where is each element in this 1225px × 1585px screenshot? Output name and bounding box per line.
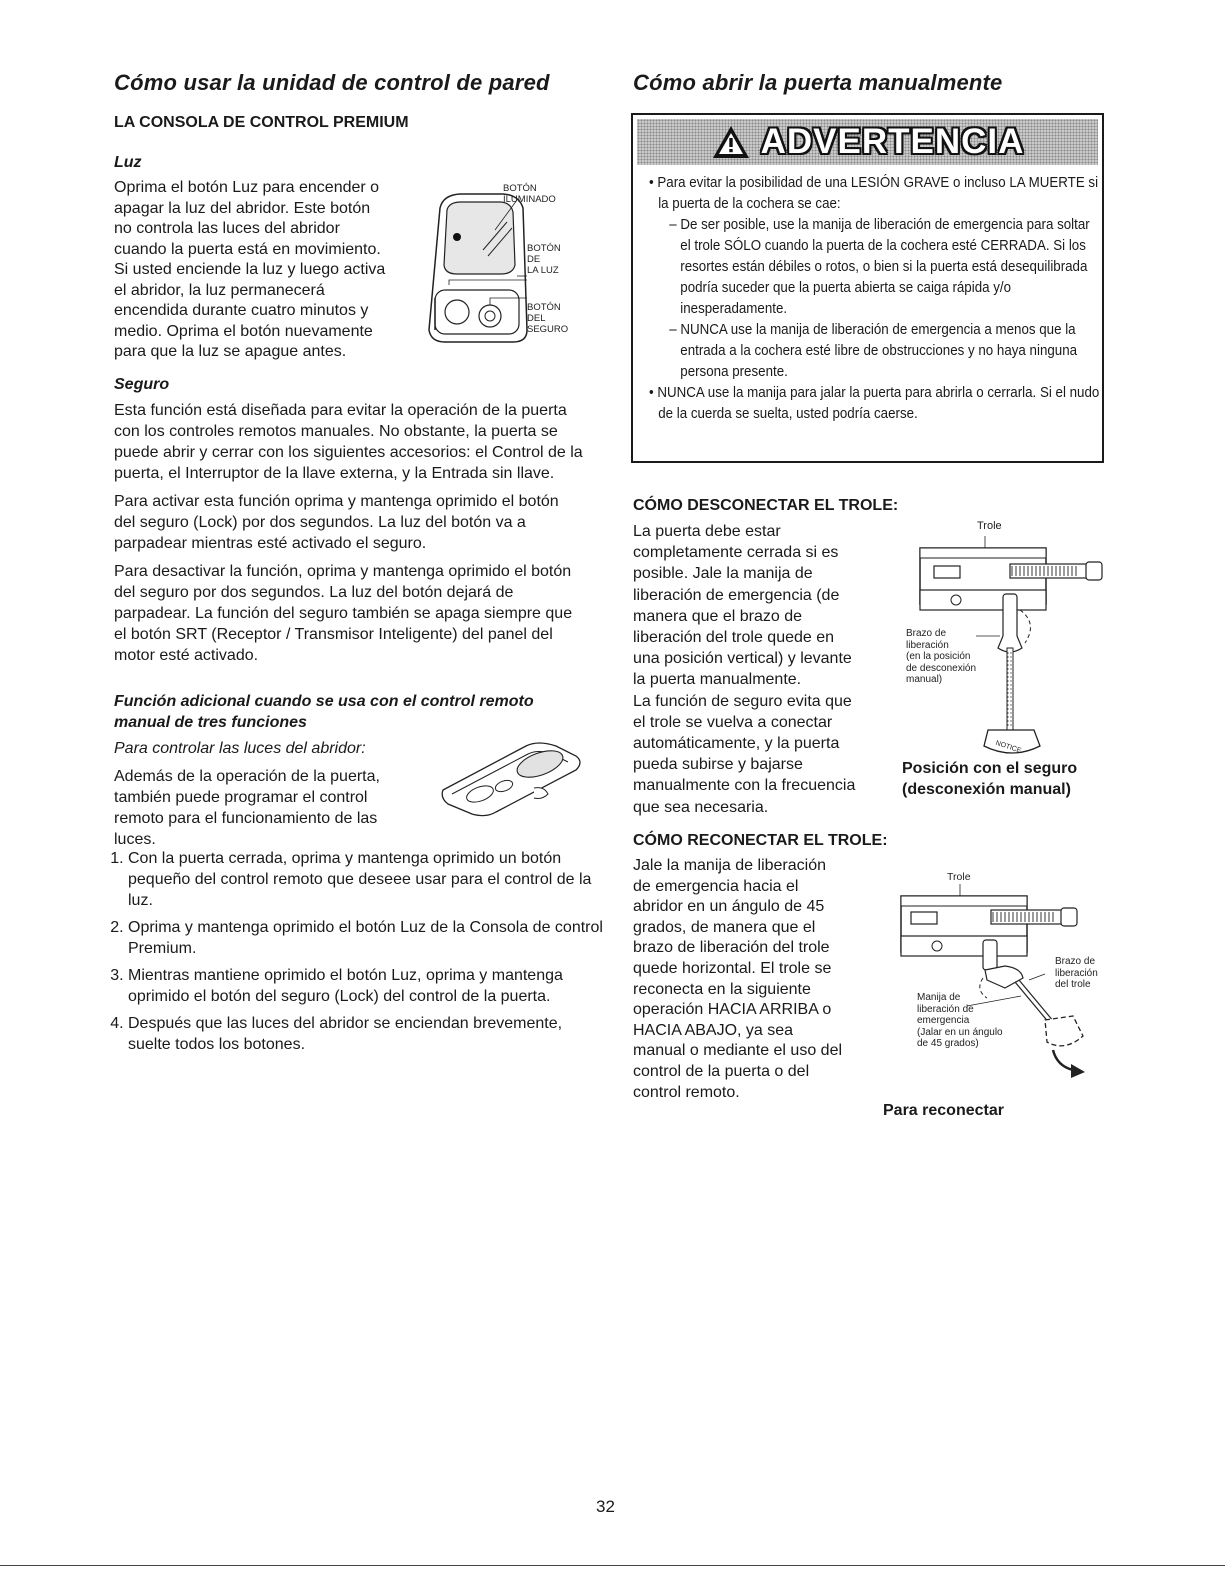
- console-subtitle: LA CONSOLA DE CONTROL PREMIUM: [114, 114, 409, 131]
- text-line: que sea necesaria.: [633, 798, 769, 816]
- seguro-heading: Seguro: [114, 376, 170, 393]
- disconnect-heading: CÓMO DESCONECTAR EL TROLE:: [633, 497, 899, 514]
- text-line: liberación del trole quede en: [633, 629, 835, 647]
- lock-button-label: BOTÓN DEL SEGURO: [527, 302, 569, 335]
- text-line: quede horizontal. El trole se: [633, 959, 832, 977]
- text-line: luces.: [114, 831, 156, 848]
- text-line: operación HACIA ARRIBA o: [633, 1001, 832, 1019]
- text-line: manual o mediante el uso del: [633, 1042, 843, 1060]
- right-section-title: Cómo abrir la puerta manualmente: [633, 70, 1003, 95]
- text-line: manualmente con la frecuencia: [633, 777, 856, 795]
- text-line: control remoto.: [633, 1083, 740, 1101]
- remote-control-illustration: [438, 738, 588, 823]
- seguro-paragraph-2: Para activar esta función oprima y mantenga oprimido el botón del seguro (Lock) por dos segundos. La luz del botón va a parpadear mientras esté activado el seguro.: [114, 493, 559, 552]
- warning-word: ADVERTENCIA: [760, 122, 1025, 161]
- trolley-arm-label: Brazo de liberación del trole: [1055, 956, 1098, 990]
- disconnect-caption: Posición con el seguro (desconexión manual): [902, 760, 1078, 798]
- list-item: 4. Después que las luces del abridor se enciendan brevemente, suelte todos los botones.: [128, 1013, 606, 1055]
- text-line: control de la puerta o del: [633, 1062, 810, 1080]
- page-number: 32: [596, 1497, 615, 1516]
- text-line: automáticamente, y la puerta: [633, 735, 840, 753]
- list-item: 3. Mientras mantiene oprimido el botón Luz, oprima y mantenga oprimido el botón del seguro (Lock) del control de la puerta.: [128, 965, 606, 1007]
- funcion-heading: Función adicional cuando se usa con el control remoto manual de tres funciones: [114, 693, 534, 731]
- text-line: brazo de liberación del trole: [633, 939, 830, 957]
- warning-header: [637, 119, 1098, 165]
- wall-console-figure: [415, 180, 585, 350]
- text-line: para que la luz se apague antes.: [114, 343, 347, 360]
- text-line: Jale la manija de liberación: [633, 857, 826, 874]
- seguro-paragraph-1: Esta función está diseñada para evitar la operación de la puerta con los controles remotos manuales. No obstante, la puerta se puede abrir y cerrar con los siguientes accesorios: el Control de la puerta, el Interruptor de la llave externa, y la Entrada sin llave.: [114, 402, 583, 482]
- list-item: 1. Con la puerta cerrada, oprima y mantenga oprimido un botón pequeño del control remoto que deseee usar para el control de la luz.: [128, 848, 606, 911]
- lit-button-label: BOTÓN ILUMINADO: [503, 183, 556, 205]
- disconnect-paragraph: [633, 521, 855, 818]
- luz-heading: Luz: [114, 154, 142, 171]
- text-line: Si usted enciende la luz y luego activa: [114, 261, 386, 278]
- seguro-section: [114, 400, 584, 666]
- text-line: una posición vertical) y levante: [633, 650, 852, 668]
- light-button-label: BOTÓN DE LA LUZ: [527, 243, 561, 276]
- bottom-rule: [0, 1565, 1225, 1566]
- text-line: grados, de manera que el: [633, 918, 816, 936]
- text-line: completamente cerrada si es: [633, 544, 839, 562]
- text-line: pueda subirse y bajarse: [633, 756, 803, 774]
- warning-bullet-1: • Para evitar la posibilidad de una LESIÓN GRAVE o incluso LA MUERTE si la puerta de la cochera se cae:: [649, 175, 1099, 212]
- trolley-disconnect-figure: [900, 518, 1110, 768]
- text-line: liberación de emergencia (de: [633, 586, 840, 604]
- text-line: remoto para el funcionamiento de las: [114, 810, 378, 827]
- warning-text: [649, 173, 1100, 425]
- reconnect-paragraph: [633, 856, 842, 1103]
- text-line: reconecta en la siguiente: [633, 980, 811, 998]
- text-line: Oprima el botón Luz para encender o: [114, 179, 380, 196]
- text-line: medio. Oprima el botón nuevamente: [114, 322, 373, 340]
- seguro-paragraph-3: Para desactivar la función, oprima y mantenga oprimido el botón del seguro por dos segundos. La luz del botón dejará de parpadear. La función del seguro también se apaga siempre que el botón SRT (Receptor / Transmisor Inteligente) del panel del motor esté activado.: [114, 563, 573, 664]
- text-line: abridor en un ángulo de 45: [633, 898, 825, 916]
- warning-triangle-icon: [711, 124, 751, 160]
- release-arm-label: Brazo de liberación (en la posición de desconexión manual): [906, 628, 977, 685]
- trole-label: Trole: [977, 520, 1002, 532]
- text-line: La puerta debe estar: [633, 523, 781, 540]
- reconnect-heading: CÓMO RECONECTAR EL TROLE:: [633, 832, 888, 849]
- trole-label: Trole: [947, 871, 971, 883]
- text-line: cuando la puerta está en movimiento.: [114, 240, 381, 258]
- text-line: el trole se vuelva a conectar: [633, 713, 833, 731]
- text-line: también puede programar el control: [114, 789, 368, 806]
- svg-text:NOTICE: NOTICE: [994, 739, 1022, 755]
- text-line: de emergencia hacia el: [633, 877, 799, 895]
- funcion-paragraph: [114, 766, 380, 850]
- warning-dash-1: – De ser posible, use la manija de liberación de emergencia para soltar el trole SÓLO cuando la puerta de la cochera esté CERRADA. Si los resortes están débiles o rotos, o bien si la puerta está desequilibrada podría suceder que la puerta abierta se caiga rápida y/o inesperadamente.: [669, 217, 1090, 317]
- text-line: manera que el brazo de: [633, 607, 802, 625]
- warning-bullet-2: • NUNCA use la manija para jalar la puerta para abrirla o cerrarla. Si el nudo de la cuerda se suelta, usted podría caerse.: [649, 385, 1100, 422]
- left-section-title: Cómo usar la unidad de control de pared: [114, 70, 550, 95]
- reconnect-caption: Para reconectar: [883, 1102, 1004, 1119]
- warning-box: [631, 113, 1104, 463]
- text-line: La función de seguro evita que: [633, 692, 852, 710]
- funcion-steps-list: [108, 848, 606, 1061]
- trolley-reconnect-figure: [895, 870, 1105, 1100]
- text-line: apagar la luz del abridor. Este botón: [114, 199, 371, 217]
- emergency-handle-label: Manija de liberación de emergencia (Jalar en un ángulo de 45 grados): [917, 992, 1003, 1049]
- text-line: HACIA ABAJO, ya sea: [633, 1021, 794, 1039]
- text-line: Además de la operación de la puerta,: [114, 768, 380, 785]
- text-line: el abridor, la luz permanecerá: [114, 281, 325, 299]
- luz-paragraph: [114, 178, 385, 363]
- text-line: no controla las luces del abridor: [114, 220, 340, 237]
- text-line: la puerta manualmente.: [633, 671, 802, 689]
- list-item: 2. Oprima y mantenga oprimido el botón Luz de la Consola de control Premium.: [128, 917, 606, 959]
- text-line: encendida durante cuatro minutos y: [114, 302, 369, 319]
- text-line: posible. Jale la manija de: [633, 565, 813, 583]
- warning-dash-2: – NUNCA use la manija de liberación de emergencia a menos que la entrada a la cochera esté libre de obstrucciones y no haya ninguna persona presente.: [669, 322, 1078, 380]
- remote-control-figure: [438, 738, 588, 823]
- funcion-intro: Para controlar las luces del abridor:: [114, 740, 366, 757]
